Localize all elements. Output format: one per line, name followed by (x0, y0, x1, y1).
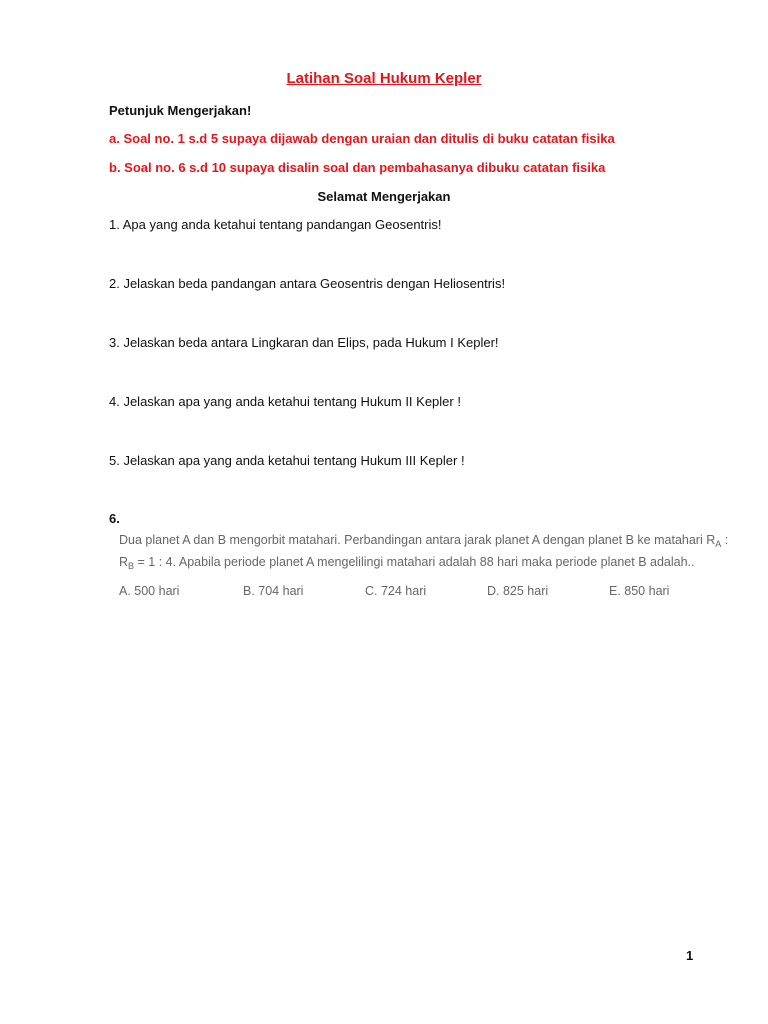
option-e: E. 850 hari (609, 584, 670, 598)
question-6-line1: Dua planet A dan B mengorbit matahari. Perbandingan antara jarak planet A dengan planet B ke matahari R (119, 533, 716, 547)
greeting: Selamat Mengerjakan (317, 189, 451, 204)
question-1: 1. Apa yang anda ketahui tentang pandangan Geosentris! (109, 217, 442, 232)
question-6-line1-end: : (721, 533, 729, 547)
option-a: A. 500 hari (119, 584, 180, 598)
question-3: 3. Jelaskan beda antara Lingkaran dan Elips, pada Hukum I Kepler! (109, 335, 499, 350)
question-6-text-line1 (119, 533, 728, 549)
subscript-b: B (128, 561, 135, 571)
question-5: 5. Jelaskan apa yang anda ketahui tentang Hukum III Kepler ! (109, 453, 465, 468)
question-2: 2. Jelaskan beda pandangan antara Geosentris dengan Heliosentris! (109, 276, 506, 291)
option-b: B. 704 hari (243, 584, 304, 598)
question-6-line2: = 1 : 4. Apabila periode planet A mengelilingi matahari adalah 88 hari maka periode planet B adalah.. (134, 555, 695, 569)
question-6-number: 6. (109, 511, 120, 526)
question-6-line2-start: R (119, 555, 129, 569)
instruction-a: a. Soal no. 1 s.d 5 supaya dijawab dengan uraian dan ditulis di buku catatan fisika (109, 131, 615, 146)
instructions-heading: Petunjuk Mengerjakan! (109, 103, 252, 118)
instruction-b: b. Soal no. 6 s.d 10 supaya disalin soal dan pembahasanya dibuku catatan fisika (109, 160, 606, 175)
subscript-a: A (715, 539, 722, 549)
option-d: D. 825 hari (487, 584, 549, 598)
page-title: Latihan Soal Hukum Kepler (286, 70, 482, 87)
page-number: 1 (686, 948, 694, 963)
question-6-text-line2 (119, 555, 695, 571)
option-c: C. 724 hari (365, 584, 427, 598)
question-4: 4. Jelaskan apa yang anda ketahui tentang Hukum II Kepler ! (109, 394, 461, 409)
